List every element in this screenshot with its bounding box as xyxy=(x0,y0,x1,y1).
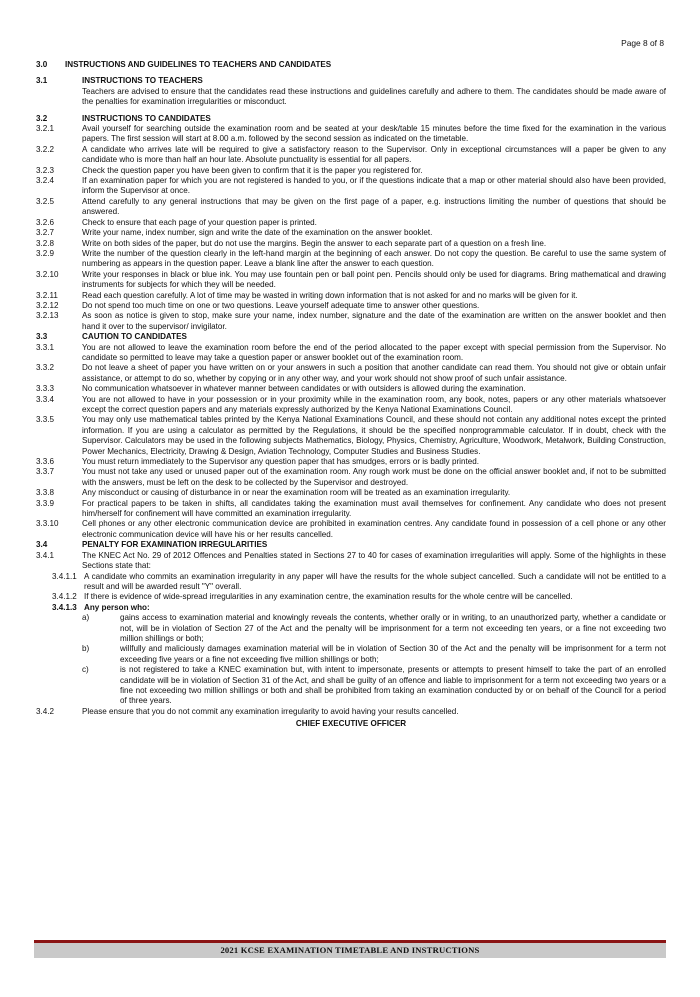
list-item xyxy=(36,166,666,176)
item-number: 3.2.2 xyxy=(36,144,55,154)
list-item xyxy=(82,613,666,644)
item-number: 3.2.9 xyxy=(36,248,55,258)
list-item xyxy=(36,343,666,364)
list-item xyxy=(36,145,666,166)
item-number: 3.4.1.1 xyxy=(52,571,77,581)
item-text: You must not take any used or unused paper out of the examination room. Any rough work must be done on the official answer booklet and, if not to be submitted with the answers, must be left on the desk to be collected by the Supervisor and destroyed. xyxy=(82,467,666,487)
item-number: 3.4.2 xyxy=(36,706,55,716)
item-text: A candidate who commits an examination irregularity in any paper will have the results for the whole subject cancelled. Such a candidate will not be entitled to a result and will be awarded result "Y" overall. xyxy=(84,571,666,591)
list-item xyxy=(36,572,666,593)
list-item xyxy=(36,384,666,394)
item-number: 3.3.4 xyxy=(36,394,55,404)
main-heading xyxy=(36,60,666,70)
item-number: 3.3.1 xyxy=(36,342,55,352)
item-text: Write on both sides of the paper, but do not use the margins. Begin the answer to each separate part of a question on a fresh line. xyxy=(82,238,547,248)
list-item xyxy=(36,124,666,145)
section-number: 3.1 xyxy=(36,76,48,86)
item-text: Check to ensure that each page of your question paper is printed. xyxy=(82,217,317,227)
item-text: Any misconduct or causing of disturbance in or near the examination room will be treated as an examination irregularity. xyxy=(82,488,511,498)
list-item xyxy=(36,467,666,488)
offence-list xyxy=(36,613,666,707)
list-item xyxy=(36,239,666,249)
item-text: is not registered to take a KNEC examination but, with intent to impersonate, presents or attempts to present himself to take the part of an enrolled candidate will be in violation of Section 31 of the Act, and shall be guilty of an offence and liable to imprisonment for a term not exceeding two years or a fine not exceeding two million shillings or both and shall be prohibited from taking an examination conducted by or on behalf of the Council for a period of three years. xyxy=(120,665,666,706)
list-item xyxy=(36,592,666,602)
section-number: 3.3 xyxy=(36,332,48,342)
item-text: You are not allowed to have in your possession or in your proximity while in the examination room, any book, notes, papers or any other materials whatsoever except the correct question papers and any materials expressly authorized by the Kenya National Examinations Council. xyxy=(82,394,666,414)
section-number: 3.4 xyxy=(36,540,48,550)
item-text: Write your name, index number, sign and write the date of the examination on the answer booklet. xyxy=(82,228,433,238)
list-item xyxy=(36,311,666,332)
section-number: 3.0 xyxy=(36,60,48,69)
item-text: A candidate who arrives late will be required to give a satisfactory reason to the Supervisor. Only in exceptional circumstances will a paper be given to any candidate who is more than half an hour late. Absolute punctuality is essential for all papers. xyxy=(82,144,666,165)
item-text: Write your responses in black or blue ink. You may use fountain pen or ball point pen. Pencils should only be used for diagrams. Bring mathematical and drawing instruments for subjects for which they will be needed. xyxy=(82,269,666,290)
item-number: 3.2.6 xyxy=(36,217,55,227)
list-item xyxy=(36,270,666,291)
item-number: 3.3.8 xyxy=(36,488,55,498)
item-number: 3.3.7 xyxy=(36,467,55,477)
item-number: 3.2.7 xyxy=(36,228,55,238)
item-text: Any person who: xyxy=(84,602,150,612)
item-text: Cell phones or any other electronic communication device are prohibited in examination centres. Any candidate found in possession of a cell phone or any other electronic communication device will have his or her results cancelled. xyxy=(82,519,666,539)
section-number: 3.2 xyxy=(36,113,48,123)
item-number: 3.3.10 xyxy=(36,519,59,529)
section-heading xyxy=(36,540,666,550)
list-item xyxy=(36,291,666,301)
signature-title: CHIEF EXECUTIVE OFFICER xyxy=(295,719,407,729)
item-letter: c) xyxy=(82,665,89,675)
penalty-sublist xyxy=(36,572,666,603)
item-number: 3.3.6 xyxy=(36,457,55,467)
item-text: Read each question carefully. A lot of time may be wasted in writing down information that is not asked for and no marks will be given for it. xyxy=(82,290,578,300)
page-number: Page 8 of 8 xyxy=(621,38,664,48)
list-item xyxy=(36,415,666,457)
item-text: You are not allowed to leave the examination room before the end of the period allocated to the paper except with special permission from the Supervisor. No candidate so permitted to leave may take a question paper or answer booklet out of the examination room. xyxy=(82,342,666,362)
item-text: Attend carefully to any general instructions that may be given on the first page of a paper, e.g. instructions limiting the number of questions that should be answered. xyxy=(82,196,666,217)
list-item xyxy=(36,603,666,613)
section-heading xyxy=(36,76,666,86)
section-title: PENALTY FOR EXAMINATION IRREGULARITIES xyxy=(82,540,268,550)
list-item xyxy=(36,551,666,572)
list-item xyxy=(36,176,666,197)
list-item xyxy=(36,395,666,416)
list-item xyxy=(36,707,666,717)
list-item xyxy=(36,301,666,311)
list-item xyxy=(36,488,666,498)
item-text: As soon as notice is given to stop, make sure your name, index number, signature and the date of the examination are written on the answer booklet and then hand it over to the supervisor/ invigilator. xyxy=(82,311,666,331)
list-item xyxy=(36,249,666,270)
instruction-list xyxy=(36,124,666,332)
list-item xyxy=(82,644,666,665)
section-title: INSTRUCTIONS TO CANDIDATES xyxy=(82,113,211,123)
item-text: Write the number of the question clearly in the left-hand margin at the beginning of each answer. Do not copy the question. Be careful to use the same system of numbering as appears in the question paper. Leave a blank line after the answer to each question. xyxy=(82,248,666,269)
section-title: INSTRUCTIONS TO TEACHERS xyxy=(82,76,203,86)
item-text: Avail yourself for searching outside the examination room and be seated at your desk/table 15 minutes before the time fixed for the examination in the various papers. The first session will start at 8.00 a.m. followed by the second session as indicated on the timetable. xyxy=(82,124,666,144)
item-number: 3.2.10 xyxy=(36,269,59,279)
item-text: Do not spend too much time on one or two questions. Leave yourself adequate time to answer other questions. xyxy=(82,300,480,310)
item-number: 3.3.9 xyxy=(36,498,55,508)
item-text: For practical papers to be taken in shifts, all candidates taking the examination must avail themselves for confinement. Any candidate who does not present him/herself for confinement will have committed an examination irregularity. xyxy=(82,498,666,519)
item-number: 3.4.1.2 xyxy=(52,592,77,602)
item-text: Check the question paper you have been given to confirm that it is the paper you registered for. xyxy=(82,165,423,175)
section-title: INSTRUCTIONS AND GUIDELINES TO TEACHERS AND CANDIDATES xyxy=(65,60,332,69)
caution-list xyxy=(36,343,666,541)
item-number: 3.2.8 xyxy=(36,238,55,248)
item-number: 3.3.5 xyxy=(36,415,55,425)
item-text: You may only use mathematical tables printed by the Kenya National Examinations Council, and these should not contain any additional notes except the printed information. If you are using a calculator as permitted by the Regulations, it should be the specified nonprogrammable calculator. If in doubt, check with the Supervisor. Calculators may be used in the following subjects Mathematics, Biology, Physics, Chemistry, Agriculture, Woodwork, Metalwork, Building Construction, Power Mechanics, Electricity, Drawing & Design, Aviation Technology, Computer Studies and Business Studies. xyxy=(82,415,666,456)
item-text: If an examination paper for which you are not registered is handed to you, or if the questions indicate that a map or other material should also have been provided, inform the Supervisor at once. xyxy=(82,176,666,196)
list-item xyxy=(36,519,666,540)
document-content xyxy=(36,60,666,730)
list-item xyxy=(82,665,666,707)
item-text: willfully and maliciously damages examination material will be in violation of Section 30 of the Act and the penalty will be imprisonment for a term not exceeding five years or a fine not exceeding five million shillings or both; xyxy=(120,644,666,664)
list-item xyxy=(36,363,666,384)
list-item xyxy=(36,197,666,218)
section-body: Teachers are advised to ensure that the candidates read these instructions and guidelines carefully and adhere to them. The candidates should be made aware of the penalties for examination irregularities or misconduct. xyxy=(82,86,666,107)
item-text: You must return immediately to the Supervisor any question paper that has smudges, errors or is badly printed. xyxy=(82,457,479,467)
item-text: No communication whatsoever in whatever manner between candidates or with outsiders is allowed during the examination. xyxy=(82,384,526,394)
item-number: 3.2.5 xyxy=(36,196,55,206)
item-number: 3.3.3 xyxy=(36,384,55,394)
item-letter: a) xyxy=(82,613,90,623)
item-number: 3.3.2 xyxy=(36,363,55,373)
list-item xyxy=(36,499,666,520)
section-heading xyxy=(36,332,666,342)
item-text: gains access to examination material and knowingly reveals the contents, whether orally or in writing, to an unauthorized party, whether a candidate or not, will be in violation of Section 27 of the Act and the penalty will be imprisonment for a term not exceeding ten years, or a fine not exceeding two million shillings or both; xyxy=(120,613,666,643)
item-text: The KNEC Act No. 29 of 2012 Offences and Penalties stated in Sections 27 to 40 for cases of examination irregularities will apply. Some of the highlights in these Sections state that: xyxy=(82,550,666,571)
item-number: 3.2.13 xyxy=(36,311,59,321)
section-heading xyxy=(36,114,666,124)
list-item xyxy=(36,457,666,467)
item-number: 3.4.1 xyxy=(36,550,55,560)
list-item xyxy=(36,218,666,228)
item-letter: b) xyxy=(82,644,90,654)
item-number: 3.2.3 xyxy=(36,165,55,175)
item-text: Do not leave a sheet of paper you have written on or your answers in such a position that another candidate can read them. You should not give or obtain unfair assistance, or attempt to do so, whether by copying or in any other way, and your work should not show proof of such unfair assistance. xyxy=(82,363,666,383)
item-number: 3.2.4 xyxy=(36,176,55,186)
item-text: If there is evidence of wide-spread irregularities in any examination centre, the examination results for the whole centre will be cancelled. xyxy=(84,592,573,602)
list-item xyxy=(36,228,666,238)
footer-title: 2021 KCSE EXAMINATION TIMETABLE AND INSTRUCTIONS xyxy=(34,943,666,958)
item-number: 3.4.1.3 xyxy=(52,602,77,612)
section-title: CAUTION TO CANDIDATES xyxy=(82,332,187,342)
item-text: Please ensure that you do not commit any examination irregularity to avoid having your results cancelled. xyxy=(82,706,459,716)
item-number: 3.2.12 xyxy=(36,300,59,310)
item-number: 3.2.11 xyxy=(36,290,58,300)
item-number: 3.2.1 xyxy=(36,124,55,134)
